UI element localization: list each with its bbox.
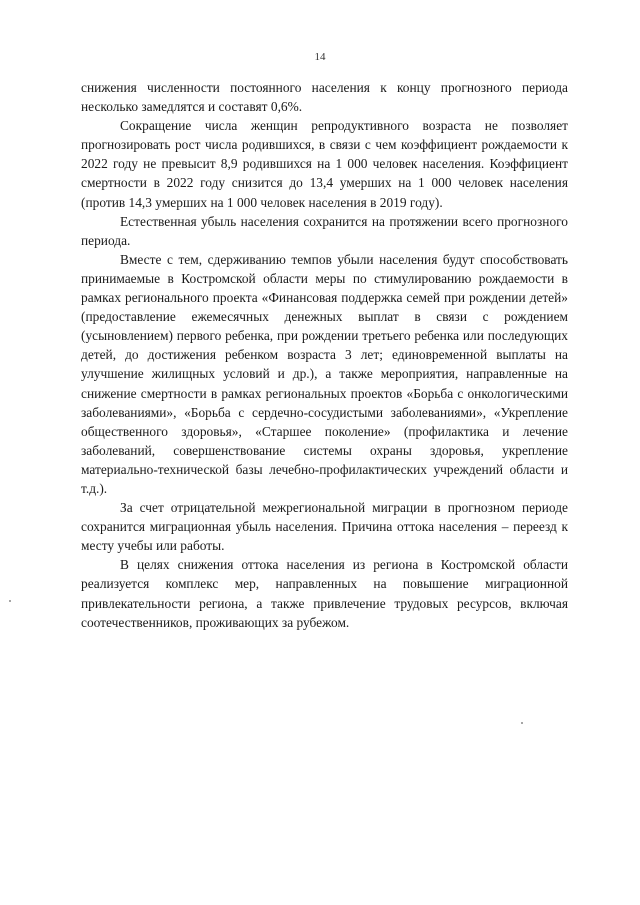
paragraph-birth-death-rates: Сокращение числа женщин репродуктивного возраста не позволяет прогнозировать рост числа родившихся, в связи с чем коэффициент рождаемости к 2022 году не превысит 8,9 родившихся на 1 000 человек населения. Коэффициент смертности в 2022 году снизится до 13,4 умерших на 1 000 человек населения (против 14,3 умерших на 1 000 человек населения в 2019 году).: [81, 118, 568, 210]
paragraph-support-measures: Вместе с тем, сдерживанию темпов убыли населения будут способствовать принимаемые в Костромской области меры по стимулированию рождаемости в рамках регионального проекта «Финансовая поддержка семей при рождении детей» (предоставление ежемесячных денежных выплат в связи с рождением (усыновлением) первого ребенка, при рождении третьего ребенка или последующих детей, до достижения ребенком возраста 3 лет; единовременной выплаты на улучшение жилищных условий и др.), а также мероприятия, направленные на снижение смертности в рамках региональных проектов «Борьба с онкологическими заболеваниями», «Борьба с сердечно-сосудистыми заболеваниями», «Укрепление общественного здоровья», «Старшее поколение» (профилактика и лечение заболеваний, совершенствование системы охраны здоровья, укрепление материально-технической базы лечебно-профилактических учреждений области и т.д.).: [81, 251, 568, 496]
scan-speck: [9, 600, 11, 602]
scan-speck: [521, 722, 523, 724]
document-body: [81, 78, 568, 632]
paragraph-natural-decline: Естественная убыль населения сохранится на протяжении всего прогнозного периода.: [81, 213, 568, 248]
paragraph-continuation: снижения численности постоянного населения к концу прогнозного периода несколько замедлятся и составят 0,6%.: [81, 80, 568, 115]
paragraph-migration-measures: В целях снижения оттока населения из региона в Костромской области реализуется комплекс мер, направленных на повышение миграционной привлекательности региона, а также привлечение трудовых ресурсов, включая соотечественников, проживающих за рубежом.: [81, 557, 568, 630]
page-number: 14: [314, 51, 326, 63]
paragraph-migration-loss: За счет отрицательной межрегиональной миграции в прогнозном периоде сохранится миграционная убыль населения. Причина оттока населения – переезд к месту учебы или работы.: [81, 500, 568, 554]
